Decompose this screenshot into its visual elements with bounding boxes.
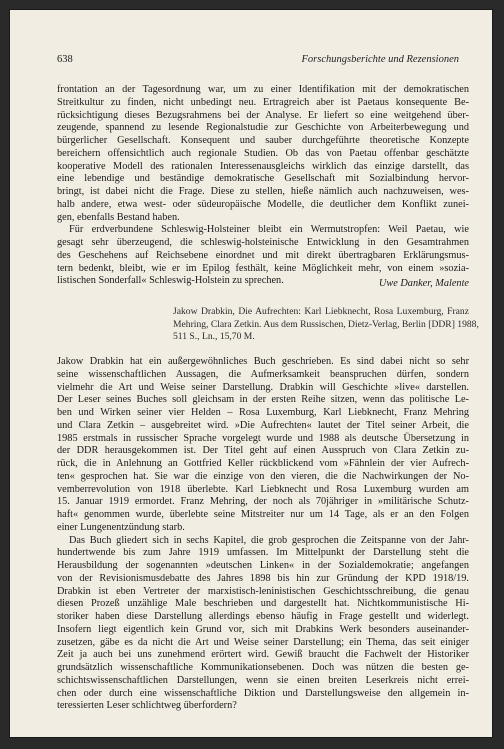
text-line: bereichern offensichtlich auch regionale Studien. Ob das von Paetau offenbar geschätzte xyxy=(57,147,469,159)
text-line: Streitkultur zu finden, nicht unbedingt neu. Ertragreich aber ist Paetaus konsequente Be- xyxy=(57,96,469,108)
document-page xyxy=(10,10,492,737)
text-line: frontation an der Tagesordnung war, um zu einer Identifikation mit der demokratischen xyxy=(57,84,469,95)
text-line: von der Revisionismusdebatte des Jahres 1898 bis hin zur Gründung der KPD 1918/19. xyxy=(57,572,469,584)
text-line: bürgerlicher Gesellschaft. Konsequent und sauber durchgeführte theoretische Konzepte xyxy=(57,135,469,146)
page-number: 638 xyxy=(57,54,73,65)
running-title: Forschungsberichte und Rezensionen xyxy=(301,54,459,65)
text-line: tern bedenkt, bleibt, wie er im Epilog festhält, keine Möglichkeit mehr, von einem »sozia- xyxy=(57,262,469,274)
text-line: 1985 erstmals in russischer Sprache vorgelegt wurde und 1988 als deutsche Übersetzung in xyxy=(57,432,469,444)
text-line: des Geschehens auf Reichsebene einordnet und mit direkt übertragbaren Erklärungsmus- xyxy=(57,249,469,261)
text-line: Uwe Danker, Malente xyxy=(378,278,469,289)
text-line: Insofern liegt eigentlich kein Grund vor, sich mit Drabkins Werk besonders auseinander- xyxy=(57,623,469,635)
text-line: gesagt sehr überzeugend, die schleswig-holsteinische Entwicklung in den Gesamtrahmen xyxy=(57,237,469,248)
text-line: schichtswissenschaftlichen Darstellungen, wenn sie einen breiten Leserkreis nicht errei- xyxy=(57,674,469,686)
text-line: diesen Prozeß unzählige Male beschrieben und dargestellt hat. Nichtkommunistische Hi- xyxy=(57,598,469,610)
text-line: vielmehr die Art und Weise seiner Darstellung. Drabkin will Geschichte »live« darstellen. xyxy=(57,381,469,393)
text-line: Jakow Drabkin, Die Aufrechten: Karl Liebknecht, Rosa Luxemburg, Franz xyxy=(173,306,469,317)
text-line: Das Buch gliedert sich in sechs Kapitel, die grob gesprochen die Zeitspanne von der Jahr- xyxy=(69,534,469,546)
text-line: storiker haben diese Darstellung allerdings ebenso häufig in Frage gestellt und widerlegt. xyxy=(57,611,469,622)
text-line: seine wissenschaftlichen Aussagen, die Aufmerksamkeit beanspruchen dürfen, sondern xyxy=(57,368,469,380)
text-line: hundertwende bis zum Jahre 1919 umfassen. Im Mittelpunkt der Darstellung steht die xyxy=(57,547,469,559)
text-line: und Clara Zetkin – ausgebreitet wird. »Die Aufrechten« lautet der Titel seiner Arbeit, die xyxy=(57,419,469,431)
text-line: kooperative Modell des rationalen Interessenausgleichs wirklich das einzige darstellt, das xyxy=(57,160,469,172)
text-line: vemberrevolution von 1918 überlebte. Karl Liebknecht und Rosa Luxemburg wurden am xyxy=(57,483,469,495)
text-line: teressierten Leser schlichtweg überfordern? xyxy=(57,700,237,712)
text-line: rück, die in Anlehnung an Gottfried Keller rückblickend vom »Fähnlein der vier Aufrech- xyxy=(57,458,469,469)
text-line: bringt, ist dabei nicht die Frage. Diese zu stellen, hieße nämlich auch nachzuweisen, wes- xyxy=(57,186,469,197)
text-line: haft« genommen wurde, überlebte seine Mitstreiter nur um 14 Tage, als er an den Folgen xyxy=(57,509,469,520)
text-line: Drabkin ist eben Vertreter der marxistisch-leninistischen Geschichtsschreibung, die genau xyxy=(57,585,469,597)
text-line: zeugende, spannend zu lesende Regionalstudie zur Geschichte von Arbeiterbewegung und xyxy=(57,122,469,134)
text-line: 511 S., Ln., 15,70 M. xyxy=(173,331,255,342)
text-line: Der Leser seines Buches soll gleichsam in der ersten Reihe sitzen, wenn das politische Le- xyxy=(57,394,469,406)
text-line: einer Lungenentzündung starb. xyxy=(57,521,185,533)
text-line: grundsätzlich wissenschaftliche Kommunikationsebenen. Doch was nützen die besten ge- xyxy=(57,662,469,673)
text-line: zusetzen, gäbe es da nicht die Art und Weise seiner Darstellung; ein Thema, das seit einiger xyxy=(57,636,469,648)
text-line: der DDR herausgekommen ist. Der Titel geht auf einen Ausspruch von Clara Zetkin zu- xyxy=(57,445,469,457)
text-line: ten« gesprochen hat. Sie war die einzige von den vieren, die die Nachwirkungen der No- xyxy=(57,470,469,482)
text-line: Für erdverbundene Schleswig-Holsteiner bleibt ein Wermutstropfen: Weil Paetau, wie xyxy=(69,224,469,236)
text-line: Herausbildung der sogenannten »deutschen Linken« in der Sozialdemokratie; angefangen xyxy=(57,560,469,571)
page-header xyxy=(57,54,459,68)
text-line: listischen Sonderfall« Schleswig-Holstein zu sprechen. xyxy=(57,275,284,287)
text-line: eine lebendige und beständige demokratische Gesellschaft mit Sozialbindung hervor- xyxy=(57,173,469,185)
text-line: Jakow Drabkin hat ein außergewöhnliches Buch geschrieben. Es sind dabei nicht so sehr xyxy=(57,356,469,367)
text-line: halb andere, etwa west- oder südeuropäische Modelle, die deutlicher dem Konflikt zunei- xyxy=(57,198,469,210)
text-line: rücksichtigung dieses Bezugsrahmens bei der Analyse. Er liefert so eine weitgehend über- xyxy=(57,109,469,121)
text-line: Mehring, Clara Zetkin. Aus dem Russischen, Dietz-Verlag, Berlin [DDR] 1988, xyxy=(173,318,479,330)
text-line: 15. Januar 1919 ermordet. Franz Mehring, der noch als 70jähriger in »militärische Schutz- xyxy=(57,496,469,508)
text-line: ben und Wirken seiner vier Helden – Rosa Luxemburg, Karl Liebknecht, Franz Mehring xyxy=(57,407,469,418)
text-line: Zeit ja auch bei uns zunehmend erörtert wird. Gewiß braucht die Fachwelt der Historiker xyxy=(57,649,469,661)
text-line: gen, ebenfalls Bestand haben. xyxy=(57,211,180,223)
text-line: chen oder durch eine wissenschaftliche Diktion und Darstellungsweise den allgemein in- xyxy=(57,687,469,699)
